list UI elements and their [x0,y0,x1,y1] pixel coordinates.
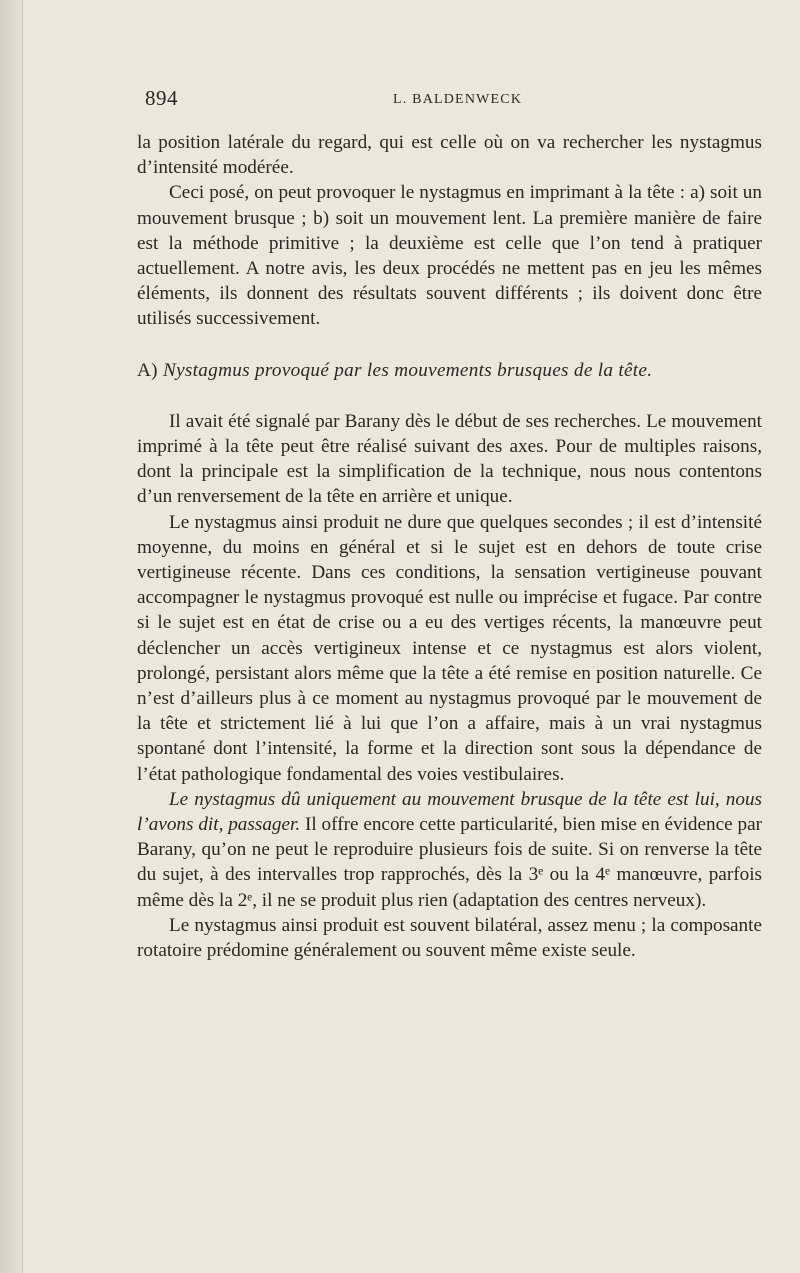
running-head [145,86,765,116]
body-text [137,130,762,963]
paragraph-6: Le nystagmus ainsi produit est souvent bilatéral, assez menu ; la composante rotatoire prédomine généralement ou souvent même existe seule. [137,914,762,962]
paragraph-3: Il avait été signalé par Barany dès le début de ses recherches. Le mouvement imprimé à la tête peut être réalisé suivant des axes. Pour de multiples raisons, dont la principale est la simplification de la technique, nous nous contentons d’un renversement de la tête en arrière et unique. [137,410,762,508]
section-heading [137,358,762,383]
paragraph-1: la position latérale du regard, qui est celle où on va rechercher les nystagmus d’intensité modérée. [137,132,762,179]
section-heading-letter: A) [137,359,158,381]
section-heading-text: Nystagmus provoqué par les mouvements brusques de la tête. [162,359,653,381]
paragraph-5 [137,787,762,913]
paragraph-2: Ceci posé, on peut provoquer le nystagmus en imprimant à la tête : a) soit un mouvement brusque ; b) soit un mouvement lent. La première manière de faire est la méthode primitive ; la deuxième est celle que l’on tend à pratiquer actuellement. A notre avis, les deux procédés ne mettent pas en jeu les mêmes éléments, ils donnent des résultats souvent différents ; ils doivent donc être utilisés successivement. [137,182,762,330]
page-number: 894 [145,86,178,110]
running-head-author: L. BALDENWECK [393,92,523,107]
page-gutter [0,0,23,1273]
paragraph-5-italic: Le nystagmus dû uniquement au mouvement brusque de la tête est lui, nous l’avons dit, passager. [137,788,762,836]
paragraph-4: Le nystagmus ainsi produit ne dure que quelques secondes ; il est d’intensité moyenne, du moins en général et si le sujet est en dehors de toute crise vertigineuse récente. Dans ces conditions, la sensation vertigineuse pouvant accompagner le nystagmus provoqué est nulle ou imprécise et fugace. Par contre si le sujet est en état de crise ou a eu des vertiges récents, la manœuvre peut déclencher un accès vertigineux intense et ce nystagmus est alors violent, prolongé, persistant alors même que la tête a été remise en position naturelle. Ce n’est d’ailleurs plus à ce moment au nystagmus provoqué par le mouvement de la tête et strictement lié à lui que l’on a affaire, mais à un vrai nystagmus spontané dont l’intensité, la forme et la direction sont sous la dépendance de l’état pathologique fondamental des voies vestibulaires. [137,511,762,785]
paragraph-5-rest: Il offre encore cette particularité, bien mise en évidence par Barany, qu’on ne peut le reproduire plusieurs fois de suite. Si on renverse la tête du sujet, à des intervalles trop rapprochés, dès la 3ᵉ ou la 4ᵉ manœuvre, parfois même dès la 2ᵉ, il ne se produit plus rien (adaptation des centres nerveux). [137,814,762,911]
